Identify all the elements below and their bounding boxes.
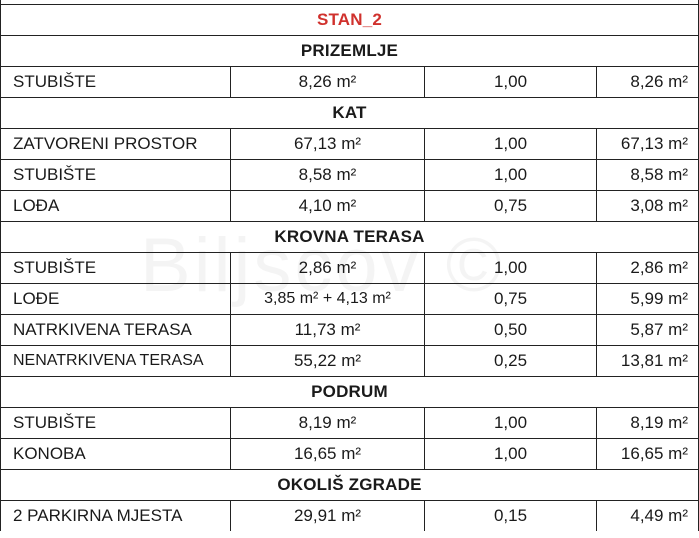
room-area: 8,26 m²: [231, 67, 425, 97]
room-coefficient: 1,00: [425, 439, 597, 469]
room-coefficient: 0,75: [425, 284, 597, 314]
table-row: [1, 67, 698, 98]
room-area: 2,86 m²: [231, 253, 425, 283]
section-header-kat: [1, 98, 698, 129]
room-area: 55,22 m²: [231, 346, 425, 376]
room-coefficient: 1,00: [425, 129, 597, 159]
room-coefficient: 0,75: [425, 191, 597, 221]
table-title: STAN_2: [316, 10, 383, 29]
room-total: 8,19 m²: [630, 413, 688, 432]
room-label: NENATRKIVENA TERASA: [1, 346, 231, 376]
room-label: STUBIŠTE: [1, 67, 231, 97]
room-total: 13,81 m²: [620, 351, 688, 370]
section-header-okolis-zgrade: [1, 470, 698, 501]
room-label: 2 PARKIRNA MJESTA: [1, 501, 231, 531]
room-label: STUBIŠTE: [1, 408, 231, 438]
room-total: 5,87 m²: [630, 320, 688, 339]
room-area: 4,10 m²: [231, 191, 425, 221]
table-row: [1, 284, 698, 315]
room-area: 29,91 m²: [231, 501, 425, 531]
section-title: OKOLIŠ ZGRADE: [277, 475, 422, 494]
table-title-row: [1, 5, 698, 36]
room-label: KONOBA: [1, 439, 231, 469]
room-area: 3,85 m² + 4,13 m²: [231, 284, 425, 314]
room-coefficient: 0,50: [425, 315, 597, 345]
room-label: LOĐA: [1, 191, 231, 221]
room-label: STUBIŠTE: [1, 253, 231, 283]
room-total: 8,26 m²: [630, 72, 688, 91]
room-label: ZATVORENI PROSTOR: [1, 129, 231, 159]
room-total: 3,08 m²: [630, 196, 688, 215]
room-area: 11,73 m²: [231, 315, 425, 345]
room-area: 8,19 m²: [231, 408, 425, 438]
section-title: PRIZEMLJE: [300, 41, 399, 60]
table-row: [1, 439, 698, 470]
room-total: 2,86 m²: [630, 258, 688, 277]
section-header-prizemlje: [1, 36, 698, 67]
table-row: [1, 191, 698, 222]
section-title: KROVNA TERASA: [274, 227, 425, 246]
table-row: [1, 315, 698, 346]
room-coefficient: 1,00: [425, 67, 597, 97]
room-total: 8,58 m²: [630, 165, 688, 184]
room-area: 8,58 m²: [231, 160, 425, 190]
section-header-krovna-terasa: [1, 222, 698, 253]
room-label: STUBIŠTE: [1, 160, 231, 190]
room-coefficient: 1,00: [425, 160, 597, 190]
room-coefficient: 1,00: [425, 408, 597, 438]
room-total: 16,65 m²: [620, 444, 688, 463]
table-row: [1, 253, 698, 284]
table-row: [1, 129, 698, 160]
room-area: 67,13 m²: [231, 129, 425, 159]
room-total: 67,13 m²: [620, 134, 688, 153]
section-title: PODRUM: [311, 382, 388, 401]
table-row: [1, 160, 698, 191]
room-total: 4,49 m²: [630, 506, 688, 525]
room-area: 16,65 m²: [231, 439, 425, 469]
room-coefficient: 0,15: [425, 501, 597, 531]
room-total: 5,99 m²: [630, 289, 688, 308]
section-header-podrum: [1, 377, 698, 408]
room-coefficient: 0,25: [425, 346, 597, 376]
table-row: [1, 408, 698, 439]
table-row: [1, 346, 698, 377]
room-label: NATRKIVENA TERASA: [1, 315, 231, 345]
section-title: KAT: [332, 103, 367, 122]
room-coefficient: 1,00: [425, 253, 597, 283]
room-label: LOĐE: [1, 284, 231, 314]
table-row: [1, 501, 698, 531]
